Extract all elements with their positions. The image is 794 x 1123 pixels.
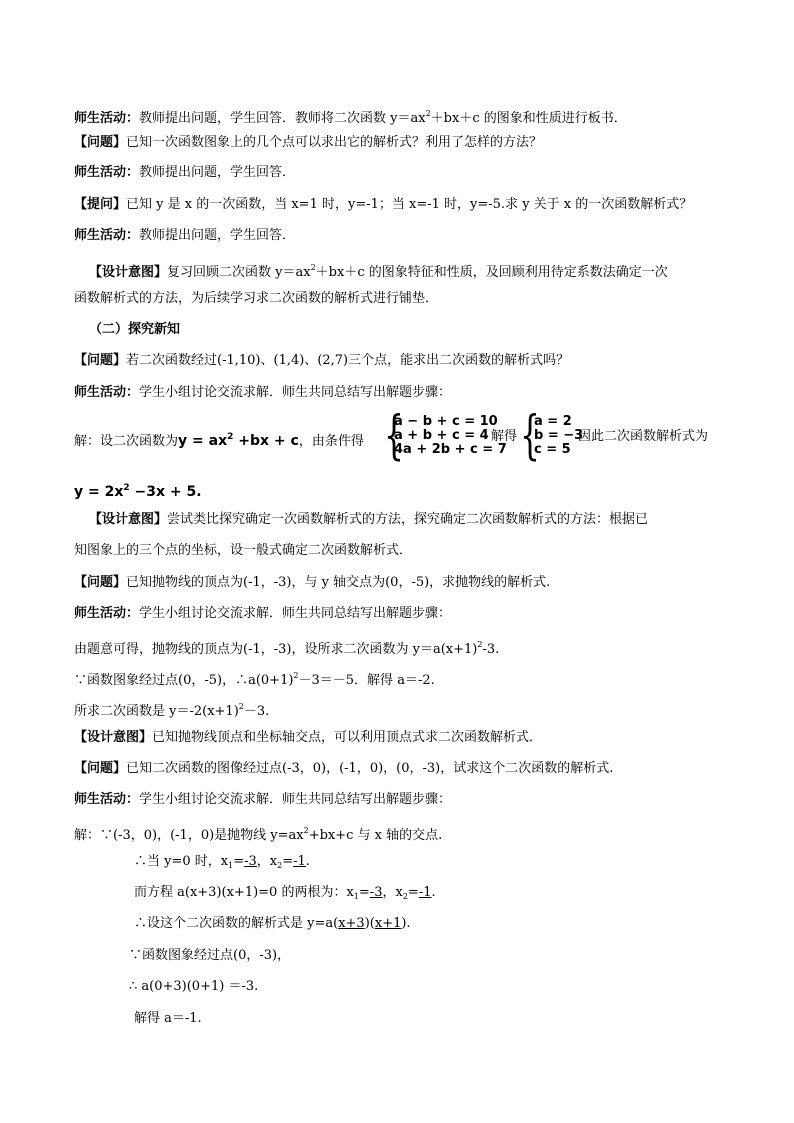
- solution-setup: 解：设二次函数为$y = ax^2 +bx + c$，由条件得: [74, 432, 364, 449]
- paragraph-question-1: 【问题】已知一次函数图象上的几个点可以求出它的解析式？利用了怎样的方法？: [74, 135, 543, 150]
- paragraph-design-intent-2-cont: 知图象上的三个点的坐标，设一般式确定二次函数解析式．: [74, 543, 413, 558]
- paragraph-activity-4: 师生活动：学生小组讨论交流求解．师生共同总结写出解题步骤：: [74, 385, 452, 400]
- paragraph-design-intent-2: 【设计意图】尝试类比探究确定一次函数解析式的方法，探究确定二次函数解析式的方法：根据已: [89, 512, 649, 527]
- solution-result: $y = 2x^2 -3x + 5$.: [74, 483, 202, 500]
- solution-roots: ∴当 y=0 时，$x_1=-3$，$x_2=-1$.: [134, 854, 310, 870]
- solution-vertex-setup: 由题意可得，抛物线的顶点为(-1，-3)，设所求二次函数为 $y=a(x+1)^2-3$.: [74, 640, 500, 657]
- solution-intercept-form: ∴设这个二次函数的解析式是 y=a(x+3)(x+1).: [134, 916, 411, 931]
- paragraph-activity-2: 师生活动：教师提出问题，学生回答．: [74, 165, 296, 180]
- left-brace-1: {: [384, 406, 404, 466]
- equation-system-1: a − b + c = 10 a + b + c = 4 4a + 2b + c = 7: [394, 414, 507, 457]
- solution-substitute: ∴ a(0+3)(0+1) ＝-3.: [129, 979, 259, 994]
- paragraph-question-2: 【问题】若二次函数经过(-1,10)、(1,4)、(2,7)三个点，能求出二次函数的解析式吗？: [74, 353, 570, 368]
- solution-solve-label: 解得: [491, 429, 518, 444]
- paragraph-activity-5: 师生活动：学生小组讨论交流求解．师生共同总结写出解题步骤：: [74, 606, 452, 621]
- solution-equation-roots: 而方程 a(x+3)(x+1)=0 的两根为：$x_1=-3$，$x_2=-1$.: [134, 885, 436, 901]
- paragraph-question-4: 【问题】已知二次函数的图像经过点(-3，0)，(-1，0)，(0，-3)，试求这个二次函数的解析式.: [74, 761, 614, 776]
- paragraph-activity-1: 师生活动：教师提出问题，学生回答．教师将二次函数 $y=ax^2+bx+c$ 的图象和性质进行板书．: [74, 109, 627, 126]
- section-heading-explore: （二）探究新知: [89, 322, 181, 337]
- solution-passes-point: ∵函数图象经过点(0，-3)，: [129, 948, 291, 963]
- solution-therefore: 因此二次函数解析式为: [578, 429, 709, 444]
- solution-vertex-result: 所求二次函数是 $y=-2(x+1)^2-3$.: [74, 702, 270, 719]
- paragraph-prompt: 【提问】已知 y 是 x 的一次函数，当 x=1 时，y=-1；当 x=-1 时，y=-5.求 y 关于 x 的一次函数解析式？: [74, 197, 693, 212]
- paragraph-design-intent-1: 【设计意图】复习回顾二次函数 $y=ax^2+bx+c$ 的图象特征和性质，及回顾利用待定系数法确定一次: [89, 263, 668, 280]
- paragraph-question-3: 【问题】已知抛物线的顶点为(-1，-3)，与 y 轴交点为(0，-5)，求抛物线的解析式.: [74, 575, 551, 590]
- solution-final: 解得 a＝-1.: [134, 1011, 202, 1026]
- paragraph-design-intent-1-cont: 函数解析式的方法，为后续学习求二次函数的解析式进行铺垫．: [74, 291, 439, 306]
- solution-intersections: 解：∵(-3，0)，(-1，0)是抛物线 $y=ax^2+bx+c$ 与 x 轴的交点.: [74, 826, 443, 843]
- equation-system-2: a = 2 b = −3 c = 5: [534, 414, 584, 457]
- solution-vertex-substitute: ∵函数图象经过点(0，-5)，$\therefore a(0+1)^2-3=-5$．解得 a＝-2.: [74, 671, 435, 688]
- left-brace-2: {: [520, 406, 540, 466]
- paragraph-design-intent-3: 【设计意图】已知抛物线顶点和坐标轴交点，可以利用顶点式求二次函数解析式．: [74, 730, 543, 745]
- paragraph-activity-3: 师生活动：教师提出问题，学生回答．: [74, 228, 296, 243]
- paragraph-activity-6: 师生活动：学生小组讨论交流求解．师生共同总结写出解题步骤：: [74, 792, 452, 807]
